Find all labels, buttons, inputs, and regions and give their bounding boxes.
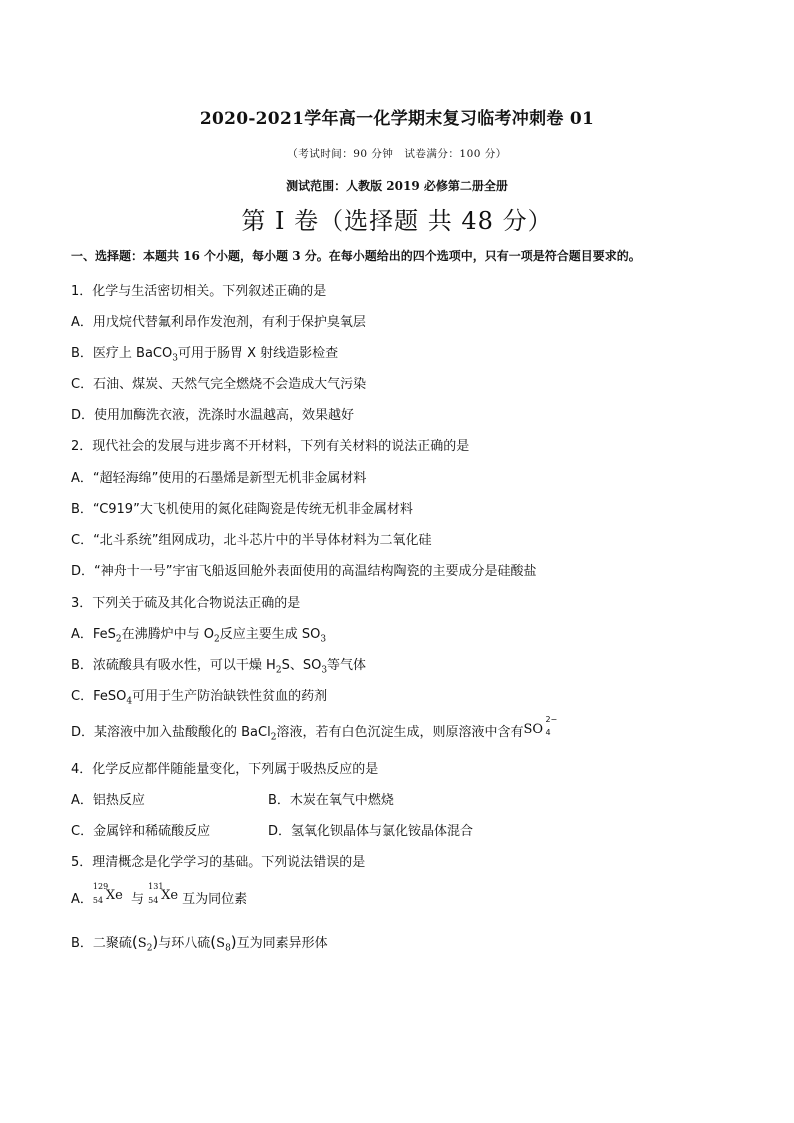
q3-c-sub: 4 [126, 696, 133, 707]
xe129-symbol: Xe [105, 888, 123, 903]
question-4-stem: 4．化学反应都伴随能量变化，下列属于吸热反应的是 [71, 762, 379, 777]
exam-meta: （考试时间：90 分钟 试卷满分：100 分） [287, 148, 507, 160]
q5-b-text-2: 与环八硫 [158, 936, 211, 951]
section-heading: 第 I 卷（选择题 共 48 分） [241, 207, 553, 235]
q1-b-text-2: 可用于肠胃 X 射线造影检查 [177, 346, 339, 361]
exam-scope: 测试范围：人教版 2019 必修第二册全册 [286, 179, 508, 193]
exam-title: 2020-2021学年高一化学期末复习临考冲刺卷 01 [199, 109, 595, 129]
q3-b-text-3: 等气体 [327, 658, 367, 673]
q3-a-text-2: 在沸腾炉中与 O [121, 627, 215, 642]
question-3-option-a [71, 623, 326, 645]
q3-b-sub-2: 3 [321, 665, 328, 676]
q3-b-text-2: S、SO [281, 658, 322, 673]
q3-a-text-1: A．FeS [71, 627, 116, 642]
sulfate-ion-formula [523, 715, 558, 738]
q3-a-sub-3: 3 [320, 634, 327, 645]
sulfate-index: 4 [545, 728, 551, 737]
q5-b-s2-symbol: S [137, 936, 147, 951]
question-4-option-b: B．木炭在氧气中燃烧 [268, 793, 394, 808]
question-5-stem: 5．理清概念是化学学习的基础。下列说法错误的是 [71, 855, 366, 870]
question-2-option-b: B．“C919”大飞机使用的氮化硅陶瓷是传统无机非金属材料 [71, 502, 413, 517]
q3-a-sub-2: 2 [214, 634, 220, 645]
question-4-option-a: A．铝热反应 [71, 793, 145, 808]
question-2-stem: 2．现代社会的发展与进步离不开材料，下列有关材料的说法正确的是 [71, 439, 470, 454]
q1-b-subscript: 3 [172, 353, 178, 364]
q3-c-text-1: C．FeSO [71, 689, 127, 704]
q5-b-rparen-2: ) [230, 933, 237, 951]
q3-a-text-3: 反应主要生成 SO [219, 627, 321, 642]
xe129-atomic-number: 54 [92, 896, 104, 905]
q3-d-sub: 2 [270, 732, 277, 743]
q5-a-conjunction: 与 [126, 892, 149, 907]
question-4-option-c: C．金属锌和稀硫酸反应 [71, 824, 211, 839]
q3-c-text-2: 可用于生产防治缺铁性贫血的药剂 [132, 689, 328, 704]
question-4-option-d: D．氢氧化钡晶体与氯化铵晶体混合 [268, 824, 474, 839]
question-1-option-c: C．石油、煤炭、天然气完全燃烧不会造成大气污染 [71, 377, 367, 392]
xenon-131-nuclide [148, 882, 182, 906]
question-3-option-d [71, 715, 558, 743]
question-1-option-b [71, 342, 338, 364]
q3-d-text-2: 溶液，若有白色沉淀生成，则原溶液中含有 [276, 725, 524, 740]
question-2-option-d: D．“神舟十一号”宇宙飞船返回舱外表面使用的高温结构陶瓷的主要成分是硅酸盐 [71, 564, 537, 579]
q1-b-text-1: B．医疗上 BaCO [71, 346, 173, 361]
xe131-mass-number: 131 [148, 882, 164, 891]
question-1-stem: 1．化学与生活密切相关。下列叙述正确的是 [71, 284, 327, 299]
q5-b-s8-symbol: S [216, 936, 226, 951]
q5-a-label: A． [71, 892, 93, 907]
question-3-option-b [71, 654, 366, 676]
sulfate-symbol: SO [523, 722, 544, 737]
question-2-option-c: C．“北斗系统”组网成功，北斗芯片中的半导体材料为二氧化硅 [71, 533, 432, 548]
q5-b-lparen-1: ( [131, 933, 138, 951]
question-1-option-a: A．用戊烷代替氟利昂作发泡剂，有利于保护臭氧层 [71, 315, 366, 330]
xe129-mass-number: 129 [92, 882, 109, 891]
q5-a-text: 互为同位素 [182, 892, 248, 907]
q5-b-s2-sub: 2 [146, 943, 153, 954]
q5-b-lparen-2: ( [210, 933, 217, 951]
xe131-symbol: Xe [161, 888, 179, 903]
q3-d-text-1: D．某溶液中加入盐酸酸化的 BaCl [71, 725, 271, 740]
xenon-129-nuclide [92, 882, 127, 906]
section-instructions: 一、选择题：本题共 16 个小题，每小题 3 分。在每小题给出的四个选项中，只有一项是符合题目要求的。 [71, 249, 641, 263]
q5-b-rparen-1: ) [152, 933, 159, 951]
q3-b-text-1: B．浓硫酸具有吸水性，可以干燥 H [71, 658, 276, 673]
question-3-option-c [71, 685, 327, 707]
q3-a-sub-1: 2 [115, 634, 122, 645]
question-2-option-a: A．“超轻海绵”使用的石墨烯是新型无机非金属材料 [71, 471, 367, 486]
question-5-option-b [71, 932, 328, 954]
q5-b-text-1: B．二聚硫 [71, 936, 132, 951]
q5-b-s8-sub: 8 [225, 943, 231, 954]
question-1-option-d: D．使用加酶洗衣液，洗涤时水温越高，效果越好 [71, 408, 355, 423]
question-5-option-a [71, 882, 248, 907]
q3-b-sub-1: 2 [275, 665, 282, 676]
sulfate-charge: 2− [545, 715, 558, 724]
q5-b-text-3: 互为同素异形体 [236, 936, 328, 951]
question-3-stem: 3．下列关于硫及其化合物说法正确的是 [71, 596, 301, 611]
xe131-atomic-number: 54 [148, 896, 159, 905]
